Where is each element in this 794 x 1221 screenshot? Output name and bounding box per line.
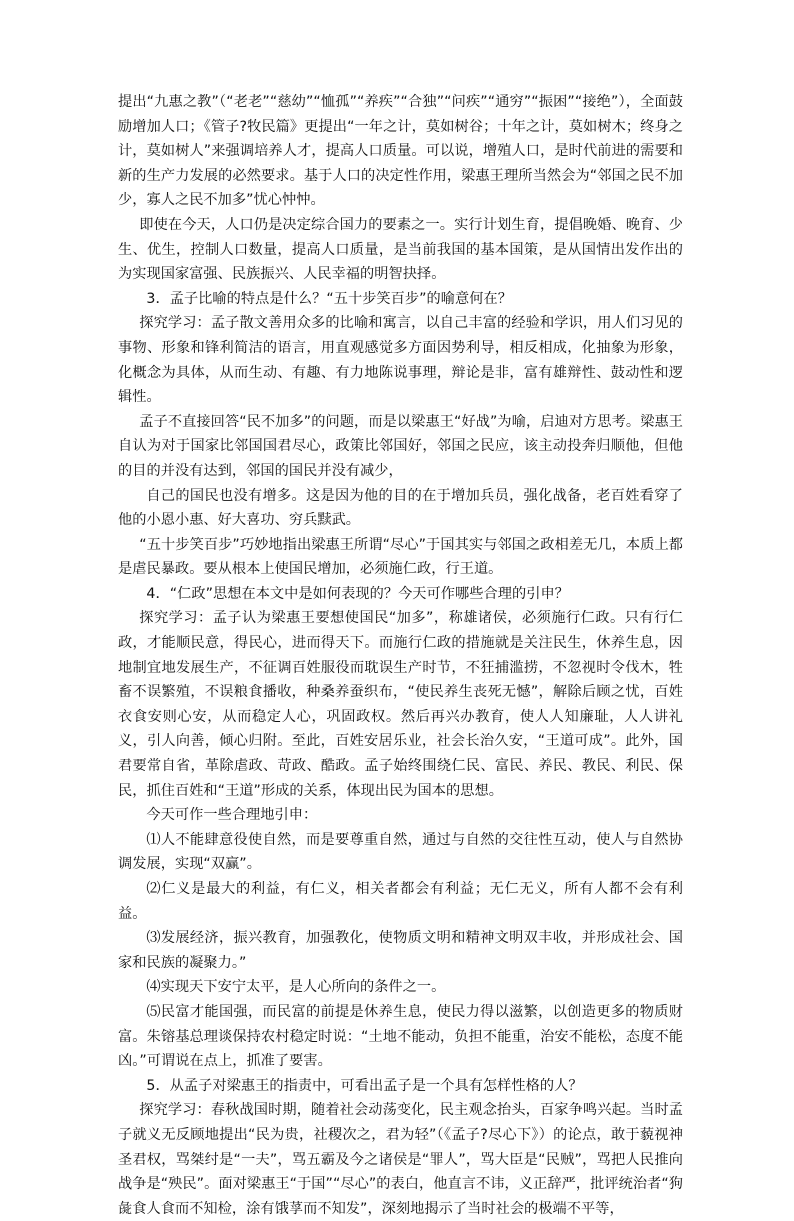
paragraph-benevolent-rule: 探究学习：孟子认为梁惠王要想使国民“加多”，称雄诸侯，必须施行仁政。只有行仁政，才能顺民意，得民心，进而得天下。而施行仁政的措施就是关注民生，休养生息，因地制宜地发展生产，不征调百姓服役而耽误生产时节，不狂捕滥捞，不忽视时令伐木，牲畜不误繁殖，不误粮食播收，种桑养蚕织布，“使民养生丧死无憾”，解除后顾之忧，百姓衣食安则心安，从而稳定人心，巩固政权。然后再兴办教育，使人人知廉耻，人人讲礼义，引人向善，倾心归附。至此，百姓安居乐业，社会长治久安，“王道可成”。此外，国君要常自省，革除虐政、苛政、酷政。孟子始终围绕仁民、富民、养民、教民、利民、保民，抓住百姓和“王道”形成的关系，体现出民为国本的思想。 — [118, 610, 683, 799]
paragraph-mencius-answer: 孟子不直接回答“民不加多”的问题，而是以梁惠王“好战”为喻，启迪对方思考。梁惠王自认为对于国家比邻国国君尽心，政策比邻国好，邻国之民应，该主动投奔归顺他，但他的目的并没有达到，邻国的国民并没有减少， — [118, 413, 683, 479]
list-item-2: ⑵仁义是最大的利益，有仁义，相关者都会有利益；无仁无义，所有人都不会有利益。 — [118, 881, 683, 922]
list-item-5: ⑸民富才能国强，而民富的前提是休养生息，使民力得以滋繁，以创造更多的物质财富。朱镕基总理谈保持农村稳定时说：“土地不能动，负担不能重，治安不能松，态度不能凶。”可谓说在点上，抓准了要害。 — [118, 1003, 683, 1070]
list-item-1: ⑴人不能肆意役使自然，而是要尊重自然，通过与自然的交往性互动，使人与自然协调发展，实现“双赢”。 — [118, 831, 683, 873]
paragraph-extension-intro: 今天可作一些合理地引申： — [146, 807, 318, 824]
document-page — [118, 90, 683, 1221]
question-3-heading: 3．孟子比喻的特点是什么？“五十步笑百步”的喻意何在？ — [146, 290, 512, 307]
paragraph-nine-benefits: 提出“九惠之教”（“老老”“慈幼”“恤孤”“养疾”“合独”“问疾”“通穷”“振困”“接绝”），全面鼓励增加人口；《管子?牧民篇》更提出“一年之计，莫如树谷；十年之计，莫如树木；终身之计，莫如树人”来强调培养人才，提高人口质量。可以说，增殖人口，是时代前进的需要和新的生产力发展的必然要求。基于人口的决定性作用，梁惠王理所当然会为“邻国之民不加少，寡人之民不加多”忧心忡忡。 — [118, 94, 683, 209]
question-4-heading: 4．“仁政”思想在本文中是如何表现的？今天可作哪些合理的引申？ — [146, 585, 569, 602]
list-item-4: ⑷实现天下安宁太平，是人心所向的条件之一。 — [146, 979, 446, 996]
paragraph-own-people: 自己的国民也没有增多。这是因为他的目的在于增加兵员，强化战备，老百姓看穿了他的小恩小惠、好大喜功、穷兵黩武。 — [118, 487, 683, 529]
paragraph-population-today: 即使在今天，人口仍是决定综合国力的要素之一。实行计划生育，提倡晚婚、晚育、少生、优生，控制人口数量，提高人口质量，是当前我国的基本国策，是从国情出发作出的为实现国家富强、民族振兴、人民幸福的明智抉择。 — [118, 216, 683, 283]
paragraph-mencius-character: 探究学习：春秋战国时期，随着社会动荡变化，民主观念抬头，百家争鸣兴起。当时孟子就义无反顾地提出“民为贵，社稷次之，君为轻”（《孟子?尽心下》）的论点，敢于藐视神圣君权，骂桀纣是“一夫”，骂五霸及今之诸侯是“罪人”，骂大臣是“民贼”，骂把人民推向战争是“殃民”。面对梁惠王“于国”“尽心”的表白，他直言不讳，义正辞严，批评统治者“狗彘食人食而不知检，涂有饿莩而不知发”，深刻地揭示了当时社会的极端不平等， — [118, 1102, 683, 1217]
question-5-heading: 5．从孟子对梁惠王的指责中，可看出孟子是一个具有怎样性格的人？ — [146, 1077, 583, 1094]
list-item-3: ⑶发展经济，振兴教育，加强教化，使物质文明和精神文明双丰收，并形成社会、国家和民族的凝聚力。” — [118, 930, 683, 971]
paragraph-fifty-steps: “五十步笑百步”巧妙地指出梁惠王所谓“尽心”于国其实与邻国之政相差无几，本质上都是虐民暴政。要从根本上使国民增加，必须施仁政，行王道。 — [118, 536, 683, 578]
paragraph-metaphor-study: 探究学习：孟子散文善用众多的比喻和寓言，以自己丰富的经验和学识，用人们习见的事物、形象和锋利简洁的语言，用直观感觉多方面因势利导，相反相成，化抽象为形象，化概念为具体，从而生动、有趣、有力地陈说事理，辩论是非，富有雄辩性、鼓动性和逻辑性。 — [118, 315, 683, 406]
